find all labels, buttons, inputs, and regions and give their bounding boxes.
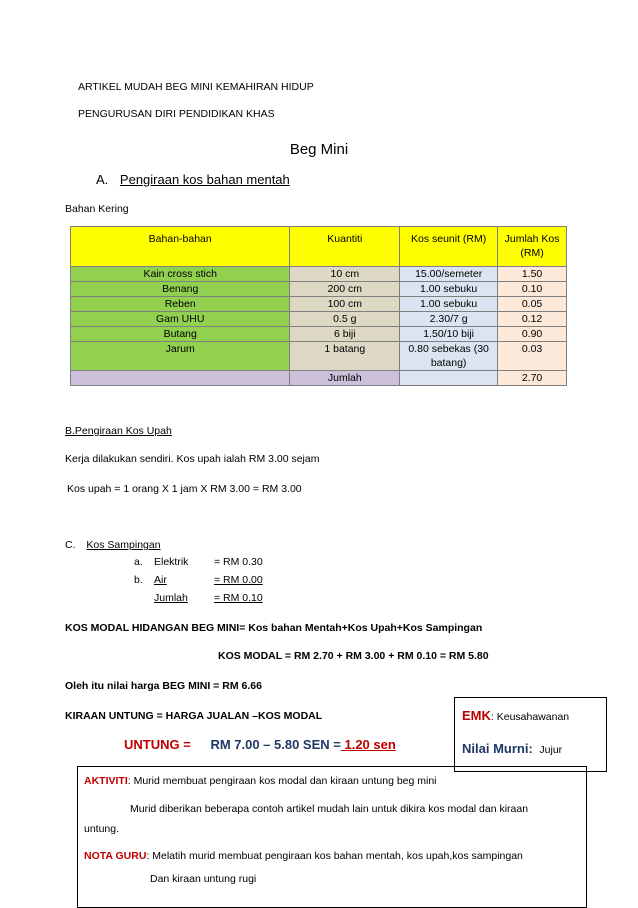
table-cell-qty: 0.5 g (290, 312, 400, 327)
table-cell-total: 0.90 (498, 327, 567, 342)
section-c-total (154, 592, 263, 604)
table-cell-item: Gam UHU (71, 312, 290, 327)
list-item-label: Elektrik (154, 556, 189, 568)
activity-line-3: untung. (84, 823, 120, 835)
emk-label: EMK (462, 708, 491, 723)
nota-line (84, 850, 523, 862)
table-header-cell: Jumlah Kos (RM) (498, 227, 567, 267)
section-c-marker: C. (65, 539, 76, 551)
materials-table (70, 226, 567, 386)
profit-formula: KIRAAN UNTUNG = HARGA JUALAN –KOS MODAL (65, 710, 323, 722)
profit-calc: RM 7.00 – 5.80 SEN = (210, 737, 341, 752)
table-cell-qty: 6 biji (290, 327, 400, 342)
table-cell-qty: 1 batang (290, 342, 400, 371)
table-cell-qty: 10 cm (290, 267, 400, 282)
nota-text: : Melatih murid membuat pengiraan kos bahan mentah, kos upah,kos sampingan (146, 850, 523, 862)
table-header-cell: Bahan-bahan (71, 227, 290, 267)
emk-line (462, 708, 569, 723)
table-cell-unit: 0.80 sebekas (30 batang) (400, 342, 498, 371)
table-cell-unit: 1.00 sebuku (400, 297, 498, 312)
table-cell-unit: 1.00 sebuku (400, 282, 498, 297)
activity-box (77, 766, 587, 908)
nilai-label: Nilai Murni: (462, 741, 533, 756)
list-marker: b. (134, 574, 143, 586)
header-line-1: ARTIKEL MUDAH BEG MINI KEMAHIRAN HIDUP (78, 81, 314, 93)
table-cell-total: 0.05 (498, 297, 567, 312)
table-row (71, 297, 567, 312)
profit-line (124, 737, 396, 752)
list-total-value: = RM 0.10 (214, 592, 263, 604)
profit-value: 1.20 sen (340, 737, 396, 752)
table-cell-item: Benang (71, 282, 290, 297)
list-marker: a. (134, 556, 143, 568)
header-line-2: PENGURUSAN DIRI PENDIDIKAN KHAS (78, 108, 275, 120)
table-cell-total: 0.12 (498, 312, 567, 327)
section-b-line-1: Kerja dilakukan sendiri. Kos upah ialah RM 3.00 sejam (65, 453, 320, 465)
table-header-cell: Kuantiti (290, 227, 400, 267)
table-total-label: Jumlah (290, 371, 400, 386)
section-a-marker: A. (96, 172, 109, 187)
table-row (71, 327, 567, 342)
table-total-blank (400, 371, 498, 386)
table-cell-item: Kain cross stich (71, 267, 290, 282)
table-cell-unit: 1.50/10 biji (400, 327, 498, 342)
profit-label: UNTUNG = (124, 737, 191, 752)
table-cell-unit: 15.00/semeter (400, 267, 498, 282)
table-header-cell: Kos seunit (RM) (400, 227, 498, 267)
list-total-label: Jumlah (154, 592, 188, 604)
table-row (71, 342, 567, 371)
cost-calculation: KOS MODAL = RM 2.70 + RM 3.00 + RM 0.10 = RM 5.80 (218, 650, 489, 662)
aktiviti-label: AKTIVITI (84, 775, 128, 787)
activity-line-5: Dan kiraan untung rugi (150, 873, 257, 885)
cost-formula: KOS MODAL HIDANGAN BEG MINI= Kos bahan Mentah+Kos Upah+Kos Sampingan (65, 622, 483, 634)
price-line: Oleh itu nilai harga BEG MINI = RM 6.66 (65, 680, 262, 692)
aktiviti-text: : Murid membuat pengiraan kos modal dan kiraan untung beg mini (127, 775, 437, 787)
table-cell-item: Butang (71, 327, 290, 342)
page-title: Beg Mini (289, 141, 349, 158)
table-cell-item: Reben (71, 297, 290, 312)
table-row (71, 282, 567, 297)
section-c-item (134, 556, 263, 568)
list-item-label: Air (154, 574, 167, 586)
activity-line-2: Murid diberikan beberapa contoh artikel mudah lain untuk dikira kos modal dan kiraan (130, 803, 529, 815)
section-a-subheading: Bahan Kering (65, 203, 129, 215)
table-total-row (71, 371, 567, 386)
table-row (71, 267, 567, 282)
section-c-item (134, 574, 263, 586)
section-c-title: Kos Sampingan (86, 539, 161, 551)
table-total-blank (71, 371, 290, 386)
emk-value: : Keusahawanan (490, 711, 570, 723)
table-cell-unit: 2.30/7 g (400, 312, 498, 327)
table-cell-total: 1.50 (498, 267, 567, 282)
list-item-value: = RM 0.00 (214, 574, 263, 586)
section-b-heading: B.Pengiraan Kos Upah (65, 425, 172, 437)
nota-label: NOTA GURU (84, 850, 147, 862)
table-cell-total: 0.03 (498, 342, 567, 371)
table-row (71, 312, 567, 327)
table-cell-qty: 100 cm (290, 297, 400, 312)
table-cell-total: 0.10 (498, 282, 567, 297)
list-item-value: = RM 0.30 (214, 556, 263, 568)
table-total-value: 2.70 (498, 371, 567, 386)
section-c-heading (65, 539, 161, 551)
emk-box (454, 697, 607, 772)
nilai-line (462, 741, 562, 756)
section-a-heading (96, 172, 290, 187)
section-b-line-2: Kos upah = 1 orang X 1 jam X RM 3.00 = RM 3.00 (67, 483, 302, 495)
section-a-title: Pengiraan kos bahan mentah (119, 172, 290, 187)
table-cell-item: Jarum (71, 342, 290, 371)
table-header-row (71, 227, 567, 267)
table-cell-qty: 200 cm (290, 282, 400, 297)
activity-line (84, 775, 437, 787)
nilai-value: Jujur (539, 744, 563, 756)
